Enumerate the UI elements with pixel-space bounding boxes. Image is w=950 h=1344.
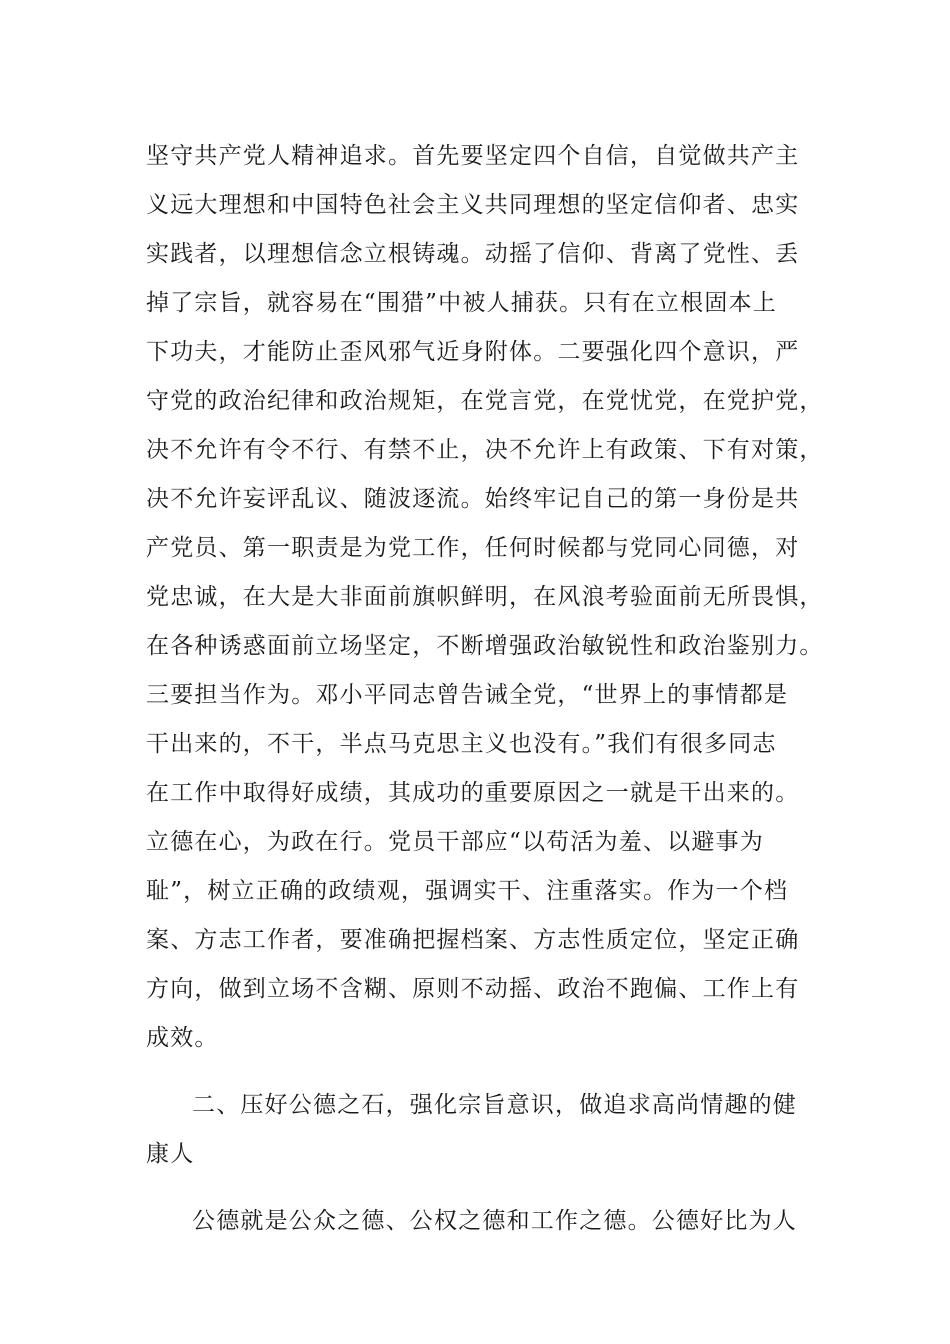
text-line: 三要担当作为。邓小平同志曾告诫全党，“世界上的事情都是 (146, 682, 789, 708)
text-line: 案、方志工作者，要准确把握档案、方志性质定位，坚定正确 (146, 927, 800, 953)
section-heading-continued: 康人 (146, 1141, 195, 1167)
text-line: 在工作中取得好成绩，其成功的重要原因之一就是干出来的。 (146, 780, 800, 806)
text-line: 党忠诚，在大是大非面前旗帜鲜明，在风浪考验面前无所畏惧， (146, 584, 824, 610)
paragraph-spacer (146, 1179, 816, 1197)
text-line: 产党员、第一职责是为党工作，任何时候都与党同心同德，对 (146, 535, 800, 561)
text-line: 决不允许有令不行、有禁不止，决不允许上有政策、下有对策， (146, 437, 824, 463)
text-line: 守党的政治纪律和政治规矩，在党言党，在党忧党，在党护党， (146, 388, 824, 414)
text-line: 下功夫，才能防止歪风邪气近身附体。二要强化四个意识，严 (146, 339, 800, 365)
text-line: 成效。 (146, 1025, 219, 1051)
text-line: 耻”，树立正确的政绩观，强调实干、注重落实。作为一个档 (146, 878, 789, 904)
paragraph-spacer (146, 1063, 816, 1081)
text-line: 实践者，以理想信念立根铸魂。动摇了信仰、背离了党性、丢 (146, 241, 800, 267)
text-line: 坚守共产党人精神追求。首先要坚定四个自信，自觉做共产主 (146, 143, 800, 169)
body-text (146, 132, 824, 1246)
text-line: 掉了宗旨，就容易在“围猎”中被人捕获。只有在立根固本上 (146, 290, 777, 316)
text-line: 干出来的，不干，半点马克思主义也没有。”我们有很多同志 (146, 731, 777, 757)
section-heading: 二、压好公德之石，强化宗旨意识，做追求高尚情趣的健 (192, 1092, 797, 1118)
text-line: 义远大理想和中国特色社会主义共同理想的坚定信仰者、忠实 (146, 192, 800, 218)
text-line: 立德在心，为政在行。党员干部应“以苟活为羞、以避事为 (146, 829, 764, 855)
text-line: 决不允许妄评乱议、随波逐流。始终牢记自己的第一身份是共 (146, 486, 800, 512)
paragraph-first-line: 公德就是公众之德、公权之德和工作之德。公德好比为人 (192, 1208, 797, 1234)
text-line: 方向，做到立场不含糊、原则不动摇、政治不跑偏、工作上有 (146, 976, 800, 1002)
text-line: 在各种诱惑面前立场坚定，不断增强政治敏锐性和政治鉴别力。 (146, 633, 824, 659)
